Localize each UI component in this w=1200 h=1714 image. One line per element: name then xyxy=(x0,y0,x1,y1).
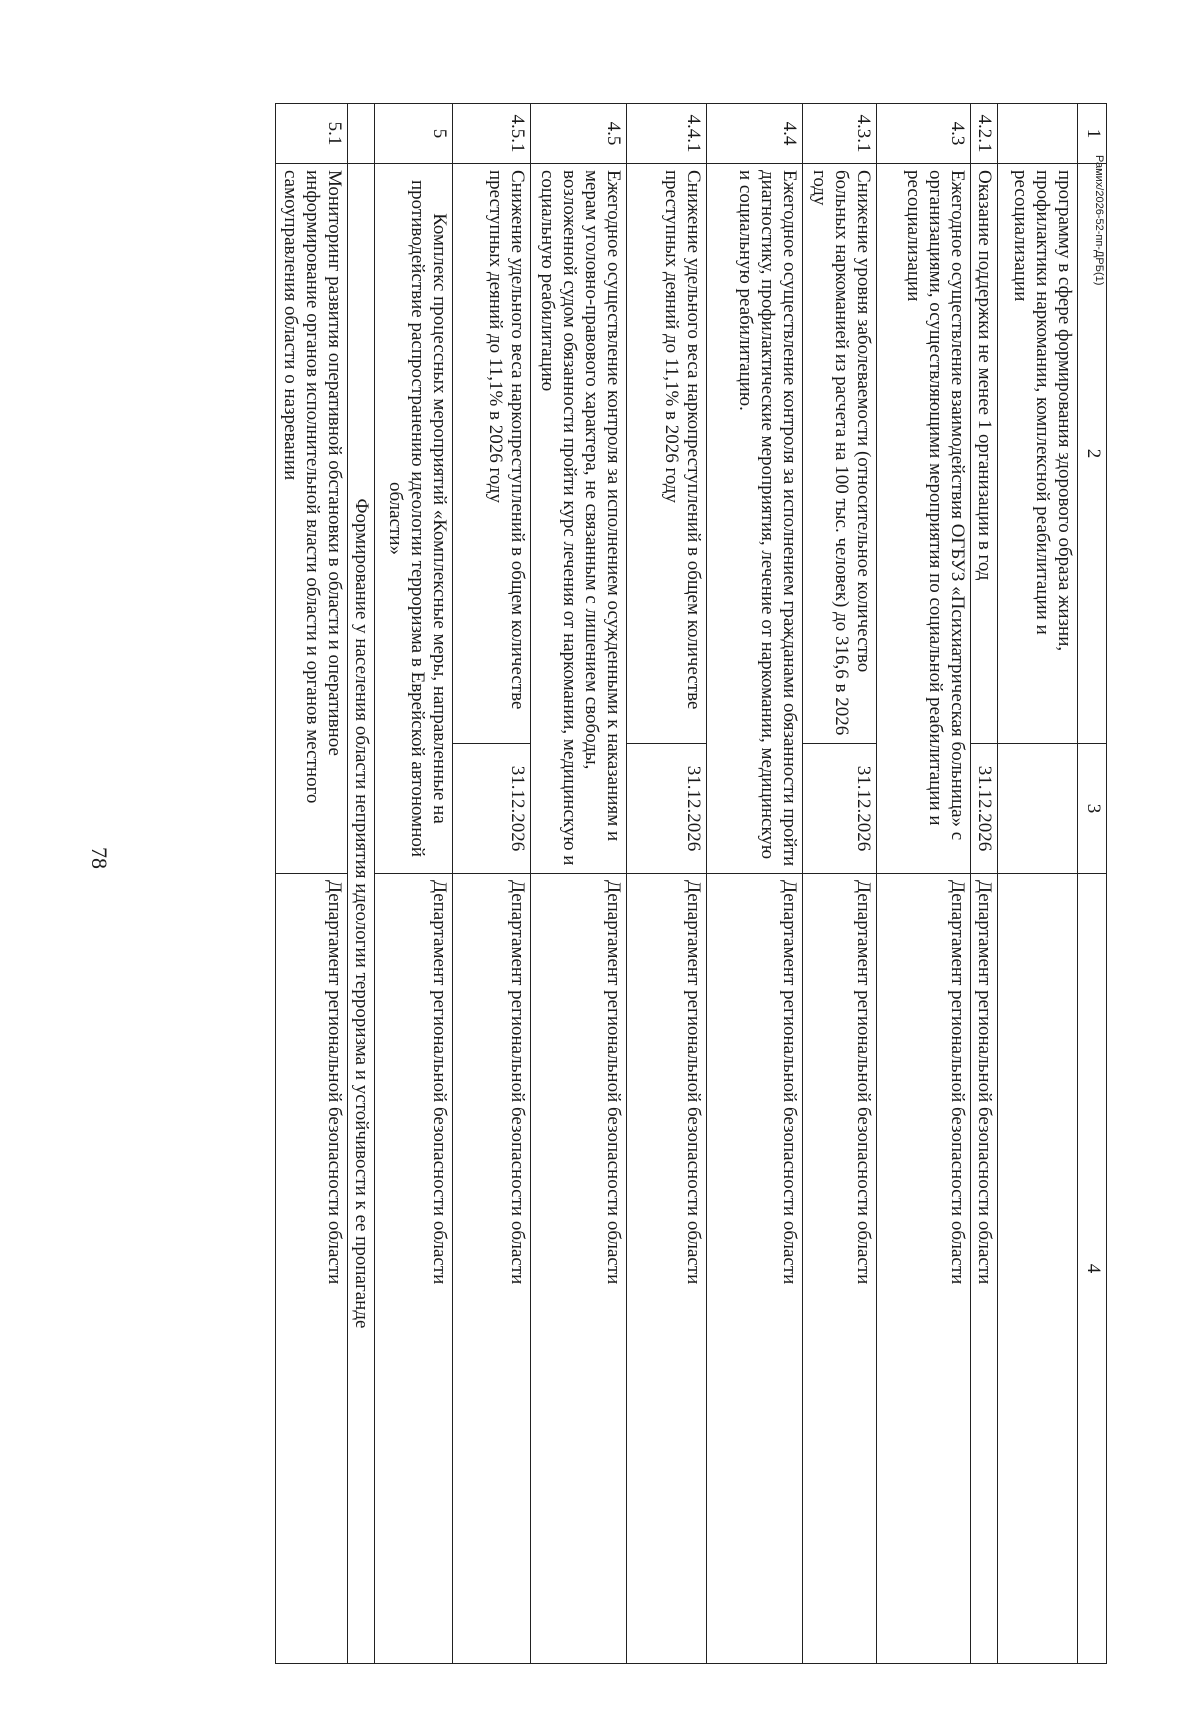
row-responsible: Департамент региональной безопасности области xyxy=(877,874,971,1664)
row-date: 31.12.2026 xyxy=(803,744,877,874)
row-responsible: Департамент региональной безопасности области xyxy=(803,874,877,1664)
rotated-table-wrapper xyxy=(170,103,1107,1663)
section-heading: Формирование у населения области неприятия идеологии терроризма и устойчивости к ее пропаганде xyxy=(348,164,375,1664)
row-responsible: Департамент региональной безопасности области xyxy=(375,874,453,1664)
row-date: 31.12.2026 xyxy=(627,744,707,874)
header-col-4: 4 xyxy=(1078,874,1107,1664)
row-number: 4.5 xyxy=(531,104,627,164)
row-description: Снижение уровня заболеваемости (относительное количество больных наркоманией из расчета на 100 тыс. человек) до 316,6 в 2026 году xyxy=(803,164,877,744)
row-number: 5 xyxy=(375,104,453,164)
row-responsible xyxy=(998,874,1078,1664)
table-row xyxy=(707,104,803,1664)
table-row xyxy=(803,104,877,1664)
row-responsible: Департамент региональной безопасности области xyxy=(531,874,627,1664)
table-row xyxy=(276,104,348,1664)
row-number: 4.2.1 xyxy=(971,104,998,164)
section-heading-blank xyxy=(348,104,375,164)
page-number: 78 xyxy=(87,847,112,869)
row-responsible: Департамент региональной безопасности области xyxy=(627,874,707,1664)
row-number: 4.3.1 xyxy=(803,104,877,164)
row-responsible: Департамент региональной безопасности области xyxy=(707,874,803,1664)
row-responsible: Департамент региональной безопасности области xyxy=(971,874,998,1664)
row-description: программу в сфере формирования здорового образа жизни, профилактики наркомании, комплексной реабилитации и ресоциализации xyxy=(998,164,1078,744)
header-col-1: 1 xyxy=(1078,104,1107,164)
row-number: 4.4 xyxy=(707,104,803,164)
table-header-row xyxy=(1078,104,1107,1664)
document-code xyxy=(1093,155,1135,286)
row-date: 31.12.2026 xyxy=(453,744,531,874)
row-description: Оказание поддержки не менее 1 организации в год xyxy=(971,164,998,744)
table-row xyxy=(453,104,531,1664)
table-row xyxy=(375,104,453,1664)
row-date: 31.12.2026 xyxy=(971,744,998,874)
row-description: Мониторинг развития оперативной обстановки в области и оперативное информирование органов исполнительной власти области и органов местного самоуправления области о назревании xyxy=(276,164,348,874)
row-description: Ежегодное осуществление взаимодействия ОГБУЗ «Психиатрическая больница» с организациями, осуществляющими мероприятия по социальной реабилитации и ресоциализации xyxy=(877,164,971,874)
row-description: Ежегодное осуществление контроля за исполнением осужденными к наказаниям и мерам уголовно-правового характера, не связанным с лишением свободы, возложенной судом обязанности пройти курс лечения от наркомании, медицинскую и социальную реабилитацию xyxy=(531,164,627,874)
table-row xyxy=(971,104,998,1664)
row-date xyxy=(998,744,1078,874)
table-row xyxy=(877,104,971,1664)
header-col-3: 3 xyxy=(1078,744,1107,874)
row-number xyxy=(998,104,1078,164)
row-number: 5.1 xyxy=(276,104,348,164)
section-heading-row xyxy=(348,104,375,1664)
row-description: Комплекс процессных мероприятий «Комплексные меры, направленные на противодействие распространению идеологии терроризма в Еврейской автономной области» xyxy=(375,164,453,874)
table-row xyxy=(627,104,707,1664)
row-number: 4.5.1 xyxy=(453,104,531,164)
row-number: 4.3 xyxy=(877,104,971,164)
row-description: Ежегодное осуществление контроля за исполнением гражданами обязанности пройти диагностику, профилактические мероприятия, лечение от наркомании, медицинскую и социальную реабилитацию. xyxy=(707,164,803,874)
header-col-2: 2 xyxy=(1078,164,1107,744)
table-row xyxy=(531,104,627,1664)
table-row xyxy=(998,104,1078,1664)
row-responsible: Департамент региональной безопасности области xyxy=(453,874,531,1664)
row-responsible: Департамент региональной безопасности области xyxy=(276,874,348,1664)
row-description: Снижение удельного веса наркопреступлений в общем количестве преступных деяний до 11,1% в 2026 году xyxy=(453,164,531,744)
row-description: Снижение удельного веса наркопреступлений в общем количестве преступных деяний до 11,1% в 2026 году xyxy=(627,164,707,744)
row-number: 4.4.1 xyxy=(627,104,707,164)
document-code-text: Рамих/2026-52-пп-ДРБ(1) xyxy=(1093,155,1105,286)
measures-table xyxy=(275,103,1107,1664)
